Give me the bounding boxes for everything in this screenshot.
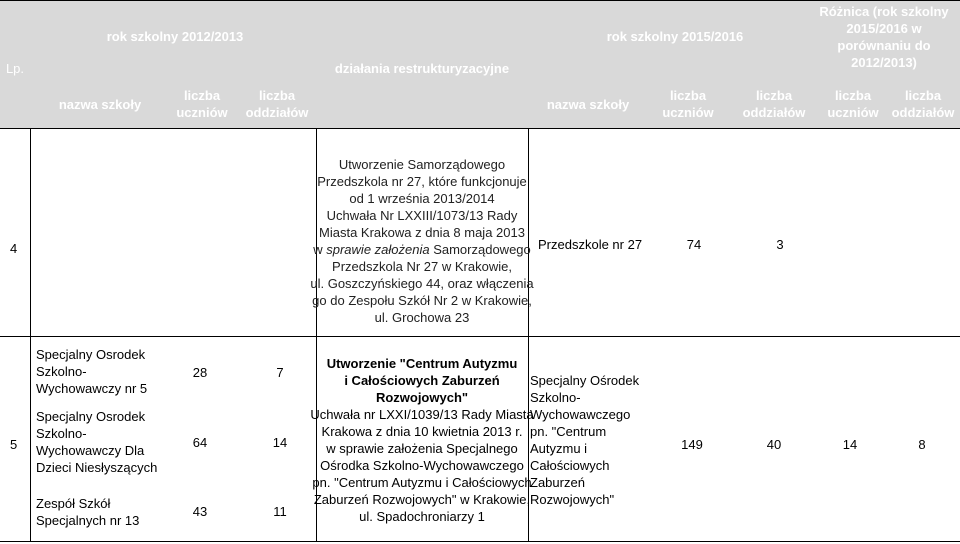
- action-line: Ośrodka Szkolno-Wychowawczego: [320, 458, 524, 473]
- school-name-line: Specjalny Osrodek: [36, 409, 146, 424]
- school-name-line: Specjalny Ośrodek: [530, 373, 640, 388]
- old-school-1: [36, 346, 147, 397]
- header-school-name-old: nazwa szkoły: [58, 97, 142, 112]
- header-classes-diff: [886, 87, 960, 121]
- header-students-diff: [820, 87, 886, 121]
- row-divider: [0, 336, 960, 337]
- row-5-action: [310, 355, 534, 531]
- border-bottom: [0, 541, 960, 542]
- header-label-line: liczba: [669, 88, 707, 103]
- header-diff: [808, 4, 960, 70]
- row-4-school-new: Przedszkole nr 27: [538, 237, 643, 252]
- header-label-line: liczba: [834, 88, 872, 103]
- row-5-classes-new: 40: [766, 437, 782, 452]
- row-4-action: [310, 153, 534, 329]
- old-school-1-classes: 7: [276, 365, 284, 380]
- row-5-students-diff: 14: [842, 437, 858, 452]
- header-label-line: liczba: [183, 88, 221, 103]
- col-divider-lp: [30, 128, 31, 542]
- action-line: Przedszkola Nr 27 w Krakowie,: [332, 259, 512, 274]
- school-name-line: Zaburzeń: [530, 475, 585, 490]
- school-name-line: Całościowych: [530, 458, 610, 473]
- header-label-line: oddziałów: [891, 105, 955, 120]
- action-line: ul. Goszczyńskiego 44, oraz włączenia: [310, 276, 534, 291]
- old-school-2-students: 64: [192, 435, 208, 450]
- school-name-line: Rozwojowych": [530, 492, 615, 507]
- action-line-part: Samorządowego: [429, 242, 531, 257]
- header-diff-line: 2015/2016 w: [846, 21, 922, 36]
- action-line: Miasta Krakowa z dnia 8 maja 2013: [319, 225, 525, 240]
- school-name-line: Szkolno-: [36, 426, 87, 441]
- old-school-3-students: 43: [192, 504, 208, 519]
- row-lp: 5: [10, 437, 18, 452]
- action-line: go do Zespołu Szkół Nr 2 w Krakowie,: [312, 293, 532, 308]
- row-5-school-new: [530, 372, 639, 508]
- header-lp: Lp.: [5, 61, 25, 76]
- header-label-line: uczniów: [662, 105, 714, 120]
- header-diff-line: Różnica (rok szkolny: [819, 4, 949, 19]
- school-name-line: Dzieci Niesłyszących: [36, 460, 158, 475]
- action-line: ul. Spadochroniarzy 1: [359, 509, 485, 524]
- action-line: Utworzenie Samorządowego: [338, 157, 506, 172]
- action-line: w sprawie założenia Specjalnego: [326, 441, 518, 456]
- header-label-line: uczniów: [827, 105, 879, 120]
- school-name-line: Wychowawczy Dla: [36, 443, 145, 458]
- header-actions: działania restrukturyzacyjne: [334, 61, 510, 76]
- header-students-old: [168, 87, 236, 121]
- header-school-name-new: nazwa szkoły: [546, 97, 630, 112]
- action-line-part: sprawie założenia: [326, 242, 430, 257]
- old-school-2: [36, 408, 157, 476]
- header-students-new: [652, 87, 724, 121]
- old-school-3: [36, 495, 139, 529]
- header-classes-old: [238, 87, 316, 121]
- action-line: i Całościowych Zaburzeń: [344, 373, 500, 388]
- old-school-3-classes: 11: [273, 504, 287, 519]
- header-label-line: oddziałów: [742, 105, 806, 120]
- header-year-new: rok szkolny 2015/2016: [606, 29, 744, 44]
- action-line-part: w: [313, 242, 327, 257]
- row-5-students-new: 149: [681, 437, 703, 452]
- action-line: [313, 241, 531, 258]
- action-line: ul. Grochowa 23: [374, 310, 470, 325]
- school-name-line: Specjalnych nr 13: [36, 513, 140, 528]
- header-label-line: liczba: [258, 88, 296, 103]
- row-lp: 4: [10, 241, 18, 256]
- header-label-line: oddziałów: [245, 105, 309, 120]
- school-name-line: Specjalny Osrodek: [36, 347, 146, 362]
- action-line: Zaburzeń Rozwojowych" w Krakowie,: [313, 492, 531, 507]
- action-line: Utworzenie "Centrum Autyzmu: [326, 356, 518, 371]
- school-name-line: Szkolno-: [36, 364, 87, 379]
- header-diff-line: 2012/2013): [851, 55, 917, 70]
- header-label-line: liczba: [904, 88, 942, 103]
- header-label-line: liczba: [755, 88, 793, 103]
- action-line: Rozwojowych": [375, 390, 469, 405]
- school-name-line: pn. "Centrum: [530, 424, 607, 439]
- old-school-1-students: 28: [192, 365, 208, 380]
- header-label-line: uczniów: [176, 105, 228, 120]
- school-name-line: Autyzmu i: [530, 441, 588, 456]
- school-name-line: Zespół Szkół: [36, 496, 111, 511]
- school-name-line: Wychowawczy nr 5: [36, 381, 148, 396]
- header-classes-new: [732, 87, 816, 121]
- row-5-classes-diff: 8: [918, 437, 926, 452]
- school-name-line: Wychowawczego: [530, 407, 631, 422]
- header-divider: [0, 128, 960, 129]
- action-line: Krakowa z dnia 10 kwietnia 2013 r.: [321, 424, 523, 439]
- action-line: pn. "Centrum Autyzmu i Całościowych: [312, 475, 532, 490]
- action-line: Przedszkola nr 27, które funkcjonuje: [317, 174, 527, 189]
- header-year-old: rok szkolny 2012/2013: [106, 29, 244, 44]
- action-line: Uchwała nr LXXI/1039/13 Rady Miasta: [310, 407, 534, 422]
- row-4-classes-new: 3: [776, 237, 784, 252]
- border-top: [0, 0, 960, 1]
- old-school-2-classes: 14: [272, 435, 288, 450]
- row-4-students-new: 74: [686, 237, 702, 252]
- school-name-line: Szkolno-: [530, 390, 581, 405]
- header-diff-line: porównaniu do: [837, 38, 931, 53]
- action-line: od 1 września 2013/2014: [349, 191, 495, 206]
- action-line: Uchwała Nr LXXIII/1073/13 Rady: [326, 208, 518, 223]
